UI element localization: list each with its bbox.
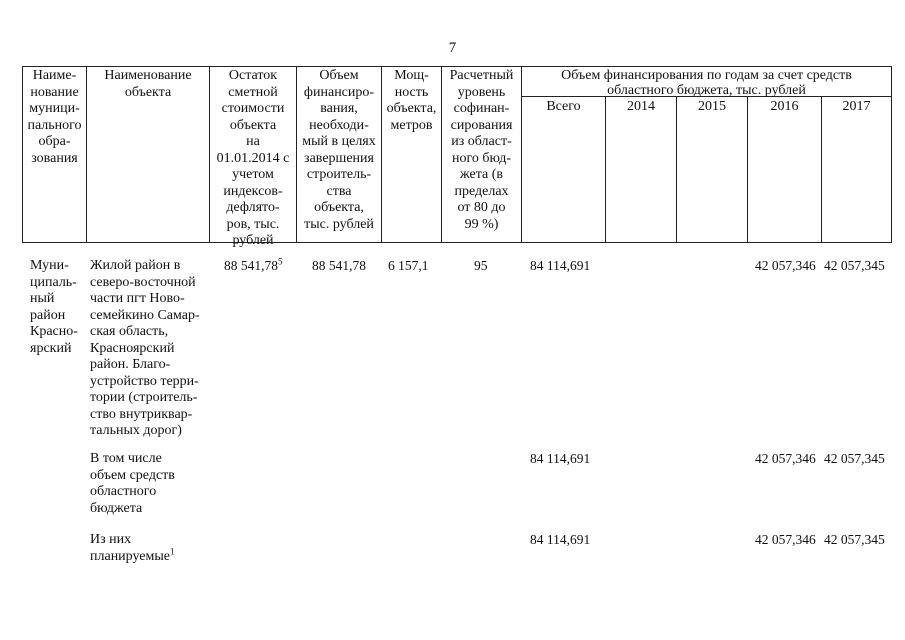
footnote-mark: 5 [278, 256, 283, 267]
header-capacity: Мощ- ность объекта, метров [386, 68, 437, 133]
header-2016: 2016 [770, 99, 799, 114]
funding-needed: 88 541,78 [312, 258, 366, 273]
total-amount: 84 114,691 [530, 532, 591, 547]
header-funding-needed: Объем финансиро- вания, необходи- мый в целях завершения строитель- ства объекта, тыс. рублей [302, 68, 376, 232]
total-amount: 84 114,691 [530, 451, 591, 466]
capacity: 6 157,1 [388, 258, 429, 273]
cofinancing-level: 95 [474, 258, 488, 273]
header-2015: 2015 [698, 99, 726, 114]
header-cofinancing: Расчетный уровень софинан- сирования из област- ного бюд- жета (в пределах от 80 до 99 %) [449, 68, 514, 232]
object-name: В том числе объем средств областного бюджета [90, 451, 175, 516]
remaining-cost: 88 541,78$^5$ [224, 256, 283, 273]
amount-2016: 42 057,346 [755, 451, 816, 466]
amount-2016: 42 057,346 [755, 258, 816, 273]
object-name: Из них планируемые$^1$ [90, 532, 175, 564]
header-municipality: Наиме- нование муници- пального обра- зования [27, 68, 82, 166]
header-remaining-cost: Остаток сметной стоимости объекта на 01.01.2014 с учетом индексов- дефлято- ров, тыс. рублей [216, 68, 290, 248]
amount-2017: 42 057,345 [824, 258, 885, 273]
amount-2016: 42 057,346 [755, 532, 816, 547]
municipality-name: Муни- ципаль- ный район Красно- ярский [30, 258, 78, 356]
header-funding-group: Объем финансирования по годам за счет средств областного бюджета, тыс. рублей [561, 68, 852, 98]
header-2017: 2017 [842, 99, 871, 114]
amount-2017: 42 057,345 [824, 532, 885, 547]
total-amount: 84 114,691 [530, 258, 591, 273]
amount-2017: 42 057,345 [824, 451, 885, 466]
header-total: Всего [546, 99, 581, 114]
footnote-mark: 1 [170, 545, 175, 556]
object-name: Жилой район в северо-восточной части пгт Ново- семейкино Самар- ская область, Красноярский район. Благо- устройство терри- тории (строитель- ство внутриквар- тальных дорог) [90, 258, 200, 438]
header-2014: 2014 [627, 99, 655, 114]
page-number: 7 [448, 40, 457, 56]
header-object: Наименование объекта [104, 68, 192, 100]
